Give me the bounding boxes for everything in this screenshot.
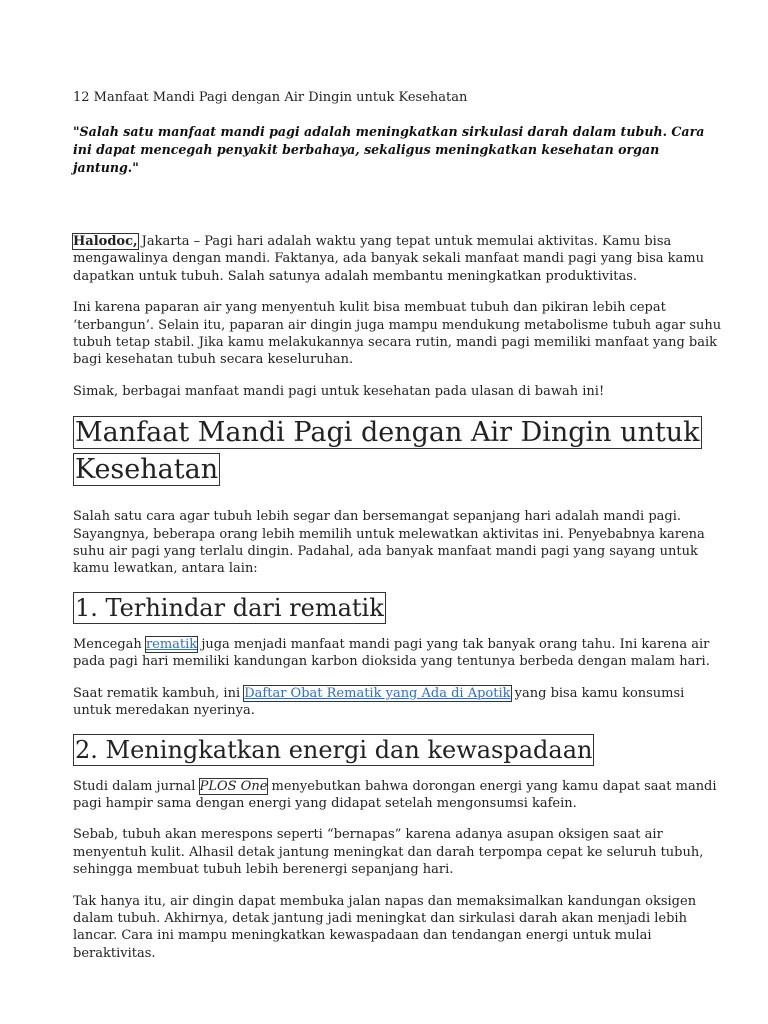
paragraph-4: Salah satu cara agar tubuh lebih segar dan bersemangat sepanjang hari adalah mandi pagi. Sayangnya, beberapa orang lebih memilih untuk melewatkan aktivitas ini. Penyebabnya karena suhu air pagi yang terlalu dingin. Padahal, ada banyak manfaat mandi pagi yang sayang untuk kamu lewatkan, antara lain: (73, 509, 705, 577)
section-1-p1-before: Mencegah (73, 636, 146, 652)
paragraph-2: Ini karena paparan air yang menyentuh kulit bisa membuat tubuh dan pikiran lebih cepat ‘terbangun’. Selain itu, paparan air dingin juga mampu mendukung metabolisme tubuh agar suhu tubuh tetap stabil. Jika kamu melakukannya secara rutin, mandi pagi memiliki manfaat yang baik bagi kesehatan tubuh secara keseluruhan. (73, 300, 722, 368)
main-heading: Manfaat Mandi Pagi dengan Air Dingin untuk Kesehatan (75, 417, 700, 486)
document-title: 12 Manfaat Mandi Pagi dengan Air Dingin untuk Kesehatan (73, 90, 468, 105)
section-1-heading-wrap (73, 592, 723, 624)
section-2-heading-wrap (73, 734, 723, 766)
section-1-p1-after: juga menjadi manfaat mandi pagi yang tak banyak orang tahu. Ini karena air pada pagi hari memiliki kandungan karbon dioksida yang tentunya berbeda dengan malam hari. (73, 636, 710, 670)
section-1-paragraph-1 (73, 636, 723, 671)
section-2-paragraph-2: Sebab, tubuh akan merespons seperti “bernapas” karena adanya asupan oksigen saat air menyentuh kulit. Alhasil detak jantung meningkat dan darah terpompa cepat ke seluruh tubuh, sehingga membuat tubuh lebih berenergi sepanjang hari. (73, 827, 704, 878)
section-2-heading: 2. Meningkatkan energi dan kewaspadaan (75, 735, 593, 764)
lead-quote: "Salah satu manfaat mandi pagi adalah meningkatkan sirkulasi darah dalam tubuh. Cara ini dapat mencegah penyakit berbahaya, sekaligus meningkatkan kesehatan organ jantung." (73, 124, 705, 175)
intro-text: Jakarta – Pagi hari adalah waktu yang tepat untuk memulai aktivitas. Kamu bisa mengawalinya dengan mandi. Faktanya, ada banyak sekali manfaat mandi pagi yang bisa kamu dapatkan untuk tubuh. Salah satunya adalah membantu meningkatkan produktivitas. (73, 234, 704, 284)
section-1-heading: 1. Terhindar dari rematik (75, 593, 384, 622)
intro-paragraph (73, 233, 723, 285)
section-1-p2-before: Saat rematik kambuh, ini (73, 685, 245, 701)
paragraph-3: Simak, berbagai manfaat mandi pagi untuk kesehatan pada ulasan di bawah ini! (73, 383, 605, 399)
journal-name: PLOS One (199, 778, 268, 794)
source-label: Halodoc, (73, 234, 138, 249)
rematik-link[interactable]: rematik (145, 636, 198, 652)
section-2-p1-before: Studi dalam jurnal (73, 778, 200, 794)
section-2-p1-after: menyebutkan bahwa dorongan energi yang kamu dapat saat mandi pagi hampir sama dengan energi yang didapat setelah mengonsumsi kafein. (73, 778, 717, 811)
obat-rematik-link[interactable]: Daftar Obat Rematik yang Ada di Apotik (244, 685, 511, 701)
section-2-paragraph-1 (73, 778, 723, 813)
section-1-paragraph-2 (73, 685, 723, 720)
section-1-p2-after: yang bisa kamu konsumsi untuk meredakan nyerinya. (73, 685, 685, 719)
main-heading-wrap (73, 414, 723, 488)
document-page (73, 89, 723, 976)
section-2-paragraph-3: Tak hanya itu, air dingin dapat membuka jalan napas dan memaksimalkan kandungan oksigen dalam tubuh. Akhirnya, detak jantung jadi meningkat dan sirkulasi darah akan menjadi lebih lancar. Cara ini mampu meningkatkan kewaspadaan dan tendangan energi untuk mulai beraktivitas. (73, 893, 697, 961)
